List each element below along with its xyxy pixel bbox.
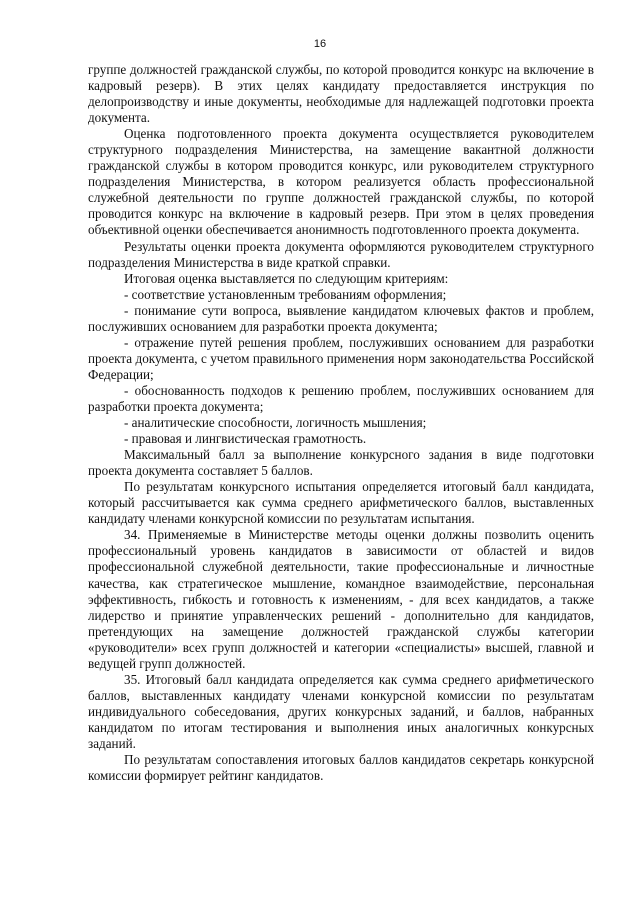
paragraph: Результаты оценки проекта документа оформляются руководителем структурного подразделения Министерства в виде краткой справки. (88, 238, 594, 270)
page-number: 16 (313, 38, 327, 50)
paragraph: По результатам конкурсного испытания определяется итоговый балл кандидата, который рассчитывается как сумма среднего арифметического баллов, выставленных кандидату членами конкурсной комиссии по результатам испытания. (88, 479, 594, 527)
paragraph: группе должностей гражданской службы, по которой проводится конкурс на включение в кадровый резерв). В этих целях кандидату предоставляется инструкция по делопроизводству и иные документы, необходимые для надлежащей подготовки проекта документа. (88, 62, 594, 126)
criteria-list-item: - отражение путей решения проблем, послуживших основанием для разработки проекта документа, с учетом правильного применения норм законодательства Российской Федерации; (88, 334, 594, 382)
criteria-list-item: - соответствие установленным требованиям оформления; (124, 286, 447, 302)
paragraph-34: 34. Применяемые в Министерстве методы оценки должны позволить оценить профессиональный уровень кандидатов в зависимости от областей и видов профессиональной служебной деятельности, такие профессиональные и личностные качества, как стратегическое мышление, командное взаимодействие, персональная эффективность, гибкость и готовность к изменениям, - для всех кандидатов, а также лидерство и принятие управленческих решений - дополнительно для кандидатов, претендующих на замещение должностей гражданской службы категории «руководители» всех групп должностей и категории «специалисты» высшей, главной и ведущей групп должностей. (88, 527, 594, 671)
paragraph: Максимальный балл за выполнение конкурсного задания в виде подготовки проекта документа составляет 5 баллов. (88, 447, 594, 479)
criteria-list-item: - обоснованность подходов к решению проблем, послуживших основанием для разработки проекта документа; (88, 382, 594, 414)
criteria-list-item: - правовая и лингвистическая грамотность. (124, 431, 367, 447)
criteria-list-item: - аналитические способности, логичность мышления; (124, 415, 427, 431)
paragraph: Оценка подготовленного проекта документа осуществляется руководителем структурного подразделения Министерства, на замещение вакантной должности гражданской службы в котором проводится конкурс, или руководителем структурного подразделения Министерства, в котором реализуется область профессиональной служебной деятельности по группе должностей гражданской службы, по которой проводится конкурс на включение в кадровый резерв. При этом в целях проведения объективной оценки обеспечивается анонимность подготовленного проекта документа. (88, 126, 594, 238)
paragraph: По результатам сопоставления итоговых баллов кандидатов секретарь конкурсной комиссии формирует рейтинг кандидатов. (88, 752, 594, 784)
document-body (88, 62, 594, 784)
paragraph: Итоговая оценка выставляется по следующим критериям: (124, 270, 449, 286)
paragraph-35: 35. Итоговый балл кандидата определяется как сумма среднего арифметического баллов, выставленных кандидату членами конкурсной комиссии по результатам индивидуального собеседования, других конкурсных заданий, и баллов, набранных кандидатом по итогам тестирования и выполнения иных аналогичных конкурсных заданий. (88, 671, 594, 751)
criteria-list-item: - понимание сути вопроса, выявление кандидатом ключевых фактов и проблем, послуживших основанием для разработки проекта документа; (88, 302, 594, 334)
